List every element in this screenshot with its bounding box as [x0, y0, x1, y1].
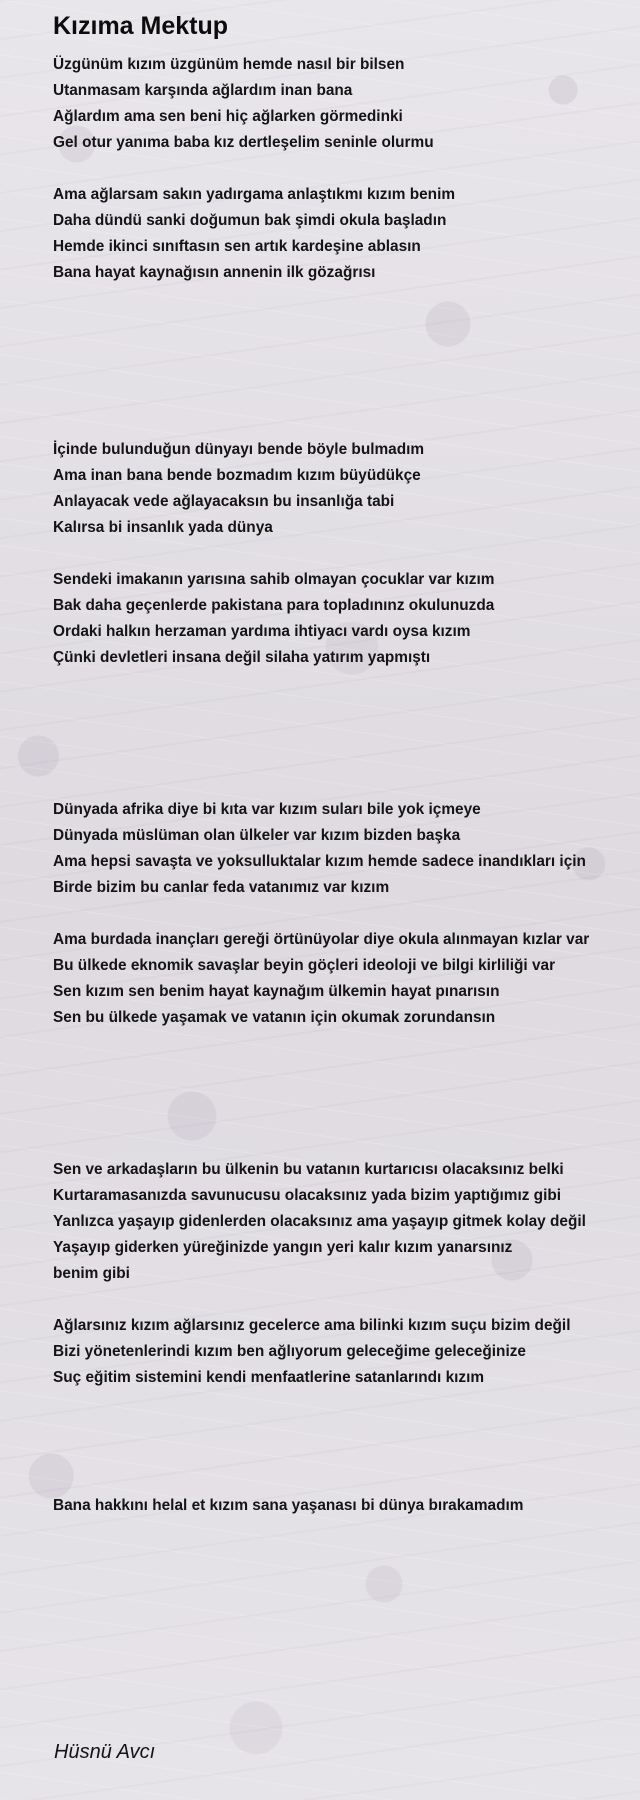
- poem-line: Sen ve arkadaşların bu ülkenin bu vatanın kurtarıcısı olacaksınız belki: [53, 1161, 564, 1178]
- poem-line: Bak daha geçenlerde pakistana para topladınınz okulunuzda: [53, 597, 495, 614]
- poem-line: Ama ağlarsam sakın yadırgama anlaştıkmı kızım benim: [53, 186, 456, 203]
- poem-line: Bana hakkını helal et kızım sana yaşanası bi dünya bırakamadım: [53, 1497, 524, 1514]
- poem-line: Çünki devletleri insana değil silaha yatırım yapmıştı: [53, 649, 431, 666]
- stanza-1: [53, 52, 633, 156]
- poem-author: Hüsnü Avcı: [54, 1741, 156, 1763]
- stanza-9: [53, 1493, 633, 1519]
- poem-line: İçinde bulunduğun dünyayı bende böyle bulmadım: [53, 441, 425, 458]
- stanza-4: [53, 567, 633, 671]
- poem-line: Ama burdada inançları gereği örtünüyolar diye okula alınmayan kızlar var: [53, 931, 590, 948]
- poem-line: Hemde ikinci sınıftasın sen artık kardeşine ablasın: [53, 238, 421, 255]
- poem-line: Dünyada müslüman olan ülkeler var kızım bizden başka: [53, 827, 461, 844]
- poem-line: Ordaki halkın herzaman yardıma ihtiyacı vardı oysa kızım: [53, 623, 471, 640]
- poem-line: Anlayacak vede ağlayacaksın bu insanlığa tabi: [53, 493, 395, 510]
- stanza-6: [53, 927, 633, 1031]
- poem-title: Kızıma Mektup: [53, 12, 229, 40]
- poem-line: Yanlızca yaşayıp gidenlerden olacaksınız ama yaşayıp gitmek kolay değil: [53, 1213, 586, 1230]
- poem-line: Ama inan bana bende bozmadım kızım büyüdükçe: [53, 467, 421, 484]
- poem-line: Ama hepsi savaşta ve yoksulluktalar kızım hemde sadece inandıkları için: [53, 853, 586, 870]
- poem-line: Ağlardım ama sen beni hiç ağlarken görmedinki: [53, 108, 403, 125]
- stanza-3: [53, 437, 633, 541]
- stanza-5: [53, 797, 633, 901]
- poem-line: Bizi yönetenlerindi kızım ben ağlıyorum geleceğime geleceğinize: [53, 1343, 526, 1360]
- poem-line: Sendeki imakanın yarısına sahib olmayan çocuklar var kızım: [53, 571, 495, 588]
- poem-line: Üzgünüm kızım üzgünüm hemde nasıl bir bilsen: [53, 56, 405, 73]
- stanza-7: [53, 1157, 633, 1287]
- poem-line: benim gibi: [53, 1265, 130, 1282]
- poem-line: Kurtaramasanızda savunucusu olacaksınız yada bizim yaptığımız gibi: [53, 1187, 562, 1204]
- poem-line: Bu ülkede eknomik savaşlar beyin göçleri ideoloji ve bilgi kirliliği var: [53, 957, 556, 974]
- poem-line: Dünyada afrika diye bi kıta var kızım suları bile yok içmeye: [53, 801, 481, 818]
- poem-line: Utanmasam karşında ağlardım inan bana: [53, 82, 353, 99]
- stanza-2: [53, 182, 633, 286]
- poem-line: Daha dündü sanki doğumun bak şimdi okula başladın: [53, 212, 447, 229]
- poem-line: Gel otur yanıma baba kız dertleşelim seninle olurmu: [53, 134, 434, 151]
- poem-line: Sen kızım sen benim hayat kaynağım ülkemin hayat pınarısın: [53, 983, 500, 1000]
- poem-line: Kalırsa bi insanlık yada dünya: [53, 519, 273, 536]
- poem-line: Suç eğitim sistemini kendi menfaatlerine satanlarındı kızım: [53, 1369, 485, 1386]
- poem-line: Ağlarsınız kızım ağlarsınız gecelerce ama bilinki kızım suçu bizim değil: [53, 1317, 571, 1334]
- poem-line: Sen bu ülkede yaşamak ve vatanın için okumak zorundansın: [53, 1009, 496, 1026]
- poem-line: Yaşayıp giderken yüreğinizde yangın yeri kalır kızım yanarsınız: [53, 1239, 513, 1256]
- stanza-8: [53, 1313, 633, 1391]
- poem-line: Bana hayat kaynağısın annenin ilk gözağrısı: [53, 264, 376, 281]
- poem-line: Birde bizim bu canlar feda vatanımız var kızım: [53, 879, 390, 896]
